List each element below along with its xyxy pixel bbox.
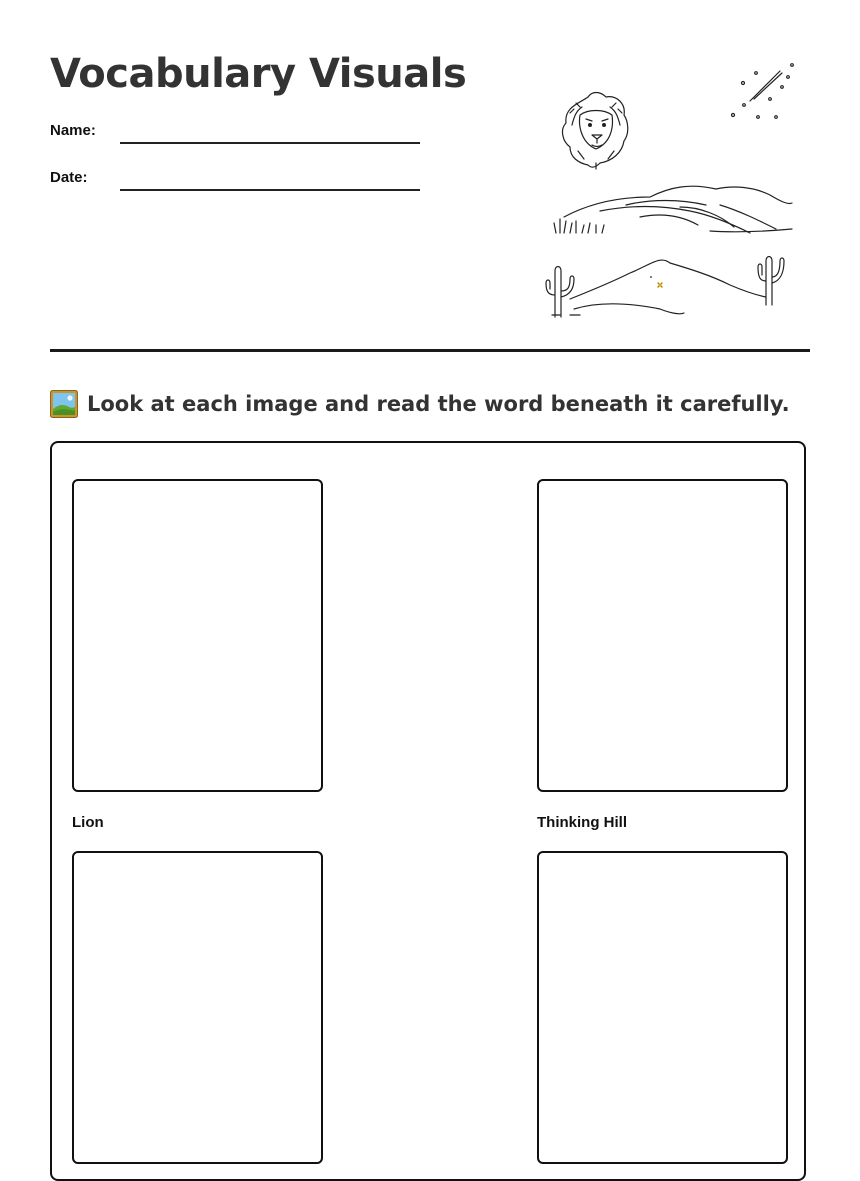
card-label-lion: Lion xyxy=(72,814,104,831)
card-image-frame-thinking-hill xyxy=(537,479,788,792)
hills-icon xyxy=(554,186,792,233)
name-line[interactable] xyxy=(120,142,420,144)
card-image-frame-lion xyxy=(72,479,323,792)
card-image-frame-4 xyxy=(537,851,788,1164)
lion-icon xyxy=(563,93,628,170)
instruction xyxy=(50,388,790,420)
card-label-thinking-hill: Thinking Hill xyxy=(537,814,627,831)
date-line[interactable] xyxy=(120,189,420,191)
vocabulary-cards-panel xyxy=(50,441,806,1181)
framed-picture-icon xyxy=(50,390,78,418)
shooting-star-icon xyxy=(732,64,794,119)
instruction-text: Look at each image and read the word beneath it carefully. xyxy=(87,392,790,416)
header-divider xyxy=(50,349,810,352)
header-illustrations xyxy=(530,55,810,325)
date-label: Date: xyxy=(50,169,88,186)
page-title: Vocabulary Visuals xyxy=(50,51,467,97)
desert-hill-with-cacti-icon xyxy=(546,257,784,318)
name-label: Name: xyxy=(50,122,96,139)
card-image-frame-3 xyxy=(72,851,323,1164)
